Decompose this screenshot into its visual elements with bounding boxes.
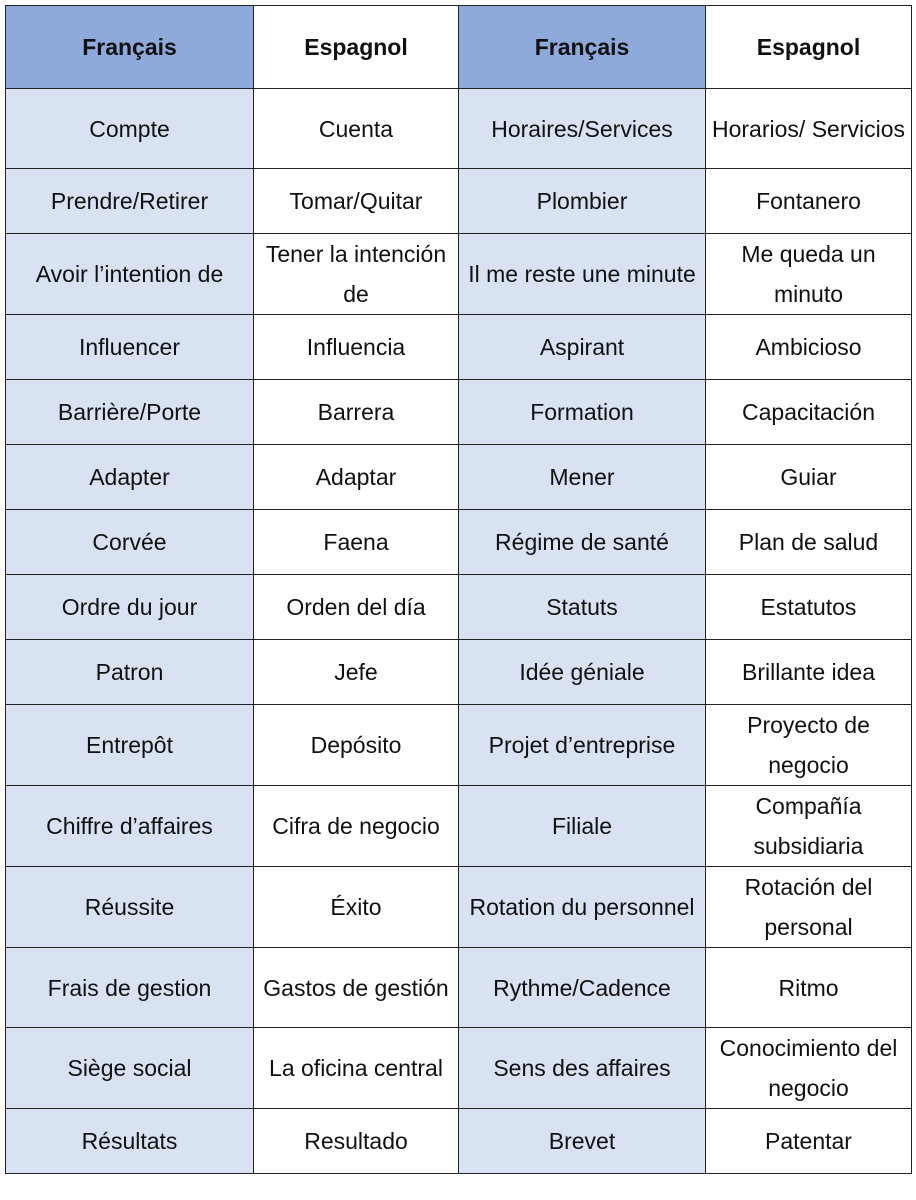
spanish-term: Barrera xyxy=(254,380,459,445)
spanish-term: Compañía subsidiaria xyxy=(706,786,912,867)
column-header-french: Français xyxy=(459,6,706,89)
french-term: Résultats xyxy=(6,1109,254,1174)
spanish-term: Conocimiento del negocio xyxy=(706,1028,912,1109)
spanish-term: Ambicioso xyxy=(706,315,912,380)
spanish-term: Jefe xyxy=(254,640,459,705)
spanish-term: Fontanero xyxy=(706,169,912,234)
table-row xyxy=(6,1109,912,1174)
spanish-term: Guiar xyxy=(706,445,912,510)
table-row xyxy=(6,1028,912,1109)
french-term: Corvée xyxy=(6,510,254,575)
spanish-term: Faena xyxy=(254,510,459,575)
spanish-term: Influencia xyxy=(254,315,459,380)
column-header-spanish: Espagnol xyxy=(254,6,459,89)
table-row xyxy=(6,234,912,315)
spanish-term: Orden del día xyxy=(254,575,459,640)
french-term: Statuts xyxy=(459,575,706,640)
french-term: Formation xyxy=(459,380,706,445)
header-row xyxy=(6,6,912,89)
spanish-term: Capacitación xyxy=(706,380,912,445)
french-term: Idée géniale xyxy=(459,640,706,705)
table-row xyxy=(6,445,912,510)
french-term: Il me reste une minute xyxy=(459,234,706,315)
french-term: Chiffre d’affaires xyxy=(6,786,254,867)
spanish-term: Brillante idea xyxy=(706,640,912,705)
table-row xyxy=(6,380,912,445)
vocabulary-table xyxy=(5,5,912,1174)
french-term: Rotation du personnel xyxy=(459,867,706,948)
spanish-term: Cifra de negocio xyxy=(254,786,459,867)
spanish-term: Ritmo xyxy=(706,948,912,1028)
french-term: Ordre du jour xyxy=(6,575,254,640)
spanish-term: Resultado xyxy=(254,1109,459,1174)
spanish-term: Estatutos xyxy=(706,575,912,640)
table-row xyxy=(6,786,912,867)
column-header-spanish: Espagnol xyxy=(706,6,912,89)
spanish-term: Tomar/Quitar xyxy=(254,169,459,234)
french-term: Influencer xyxy=(6,315,254,380)
spanish-term: Plan de salud xyxy=(706,510,912,575)
french-term: Patron xyxy=(6,640,254,705)
spanish-term: Rotación del personal xyxy=(706,867,912,948)
french-term: Mener xyxy=(459,445,706,510)
french-term: Adapter xyxy=(6,445,254,510)
french-term: Réussite xyxy=(6,867,254,948)
table-row xyxy=(6,510,912,575)
french-term: Compte xyxy=(6,89,254,169)
table-row xyxy=(6,867,912,948)
spanish-term: Patentar xyxy=(706,1109,912,1174)
table-row xyxy=(6,640,912,705)
spanish-term: Proyecto de negocio xyxy=(706,705,912,786)
french-term: Plombier xyxy=(459,169,706,234)
spanish-term: Me queda un minuto xyxy=(706,234,912,315)
french-term: Rythme/Cadence xyxy=(459,948,706,1028)
french-term: Régime de santé xyxy=(459,510,706,575)
spanish-term: Depósito xyxy=(254,705,459,786)
french-term: Avoir l’intention de xyxy=(6,234,254,315)
spanish-term: Cuenta xyxy=(254,89,459,169)
french-term: Projet d’entreprise xyxy=(459,705,706,786)
spanish-term: Adaptar xyxy=(254,445,459,510)
column-header-french: Français xyxy=(6,6,254,89)
spanish-term: La oficina central xyxy=(254,1028,459,1109)
french-term: Horaires/Services xyxy=(459,89,706,169)
french-term: Prendre/Retirer xyxy=(6,169,254,234)
french-term: Entrepôt xyxy=(6,705,254,786)
french-term: Siège social xyxy=(6,1028,254,1109)
french-term: Filiale xyxy=(459,786,706,867)
table-row xyxy=(6,948,912,1028)
spanish-term: Gastos de gestión xyxy=(254,948,459,1028)
table-row xyxy=(6,169,912,234)
french-term: Barrière/Porte xyxy=(6,380,254,445)
spanish-term: Tener la intención de xyxy=(254,234,459,315)
spanish-term: Éxito xyxy=(254,867,459,948)
french-term: Aspirant xyxy=(459,315,706,380)
table-row xyxy=(6,575,912,640)
french-term: Sens des affaires xyxy=(459,1028,706,1109)
french-term: Frais de gestion xyxy=(6,948,254,1028)
french-term: Brevet xyxy=(459,1109,706,1174)
table-row xyxy=(6,89,912,169)
table-row xyxy=(6,705,912,786)
table-row xyxy=(6,315,912,380)
spanish-term: Horarios/ Servicios xyxy=(706,89,912,169)
